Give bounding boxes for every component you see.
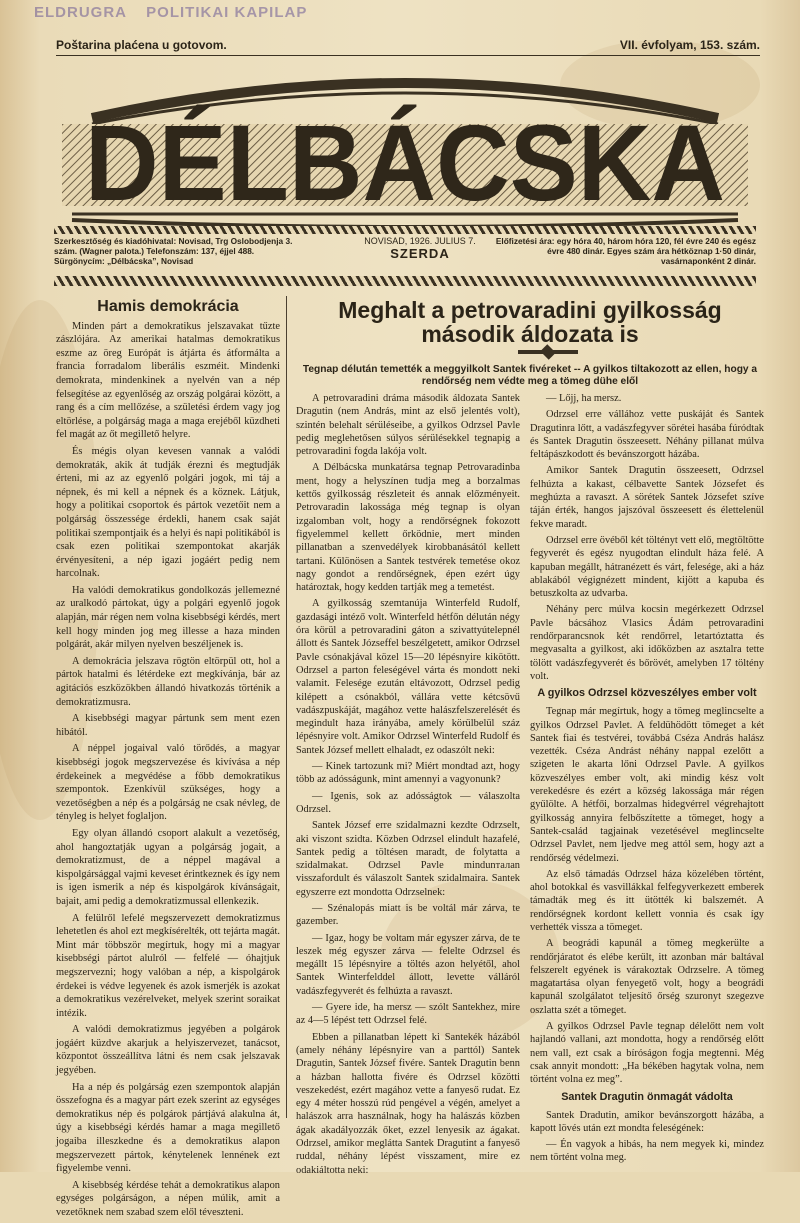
subhead-dangerous-man: A gyilkos Odrzsel közveszélyes ember volt [537,687,757,700]
main-paragraph: A gyilkos Odrzsel Pavle tegnap délelőtt nem volt hajlandó vallani, azt mondotta, hogy a rendőrség előtt nem vall, ezt csak a bíróságon fogja megtenni. Még csak annyit mondott: „Ha békében hagytak volna, nem történt volna ez meg”. [530,1021,764,1086]
left-paragraph: Minden párt a demokratikus jelszavakat tűzte zászlójára. Az amerikai hatalmas demokratikus eszme az öreg Európát is átjárta és átformálta a francia forradalom liberális eszméit. Mindenki demokrata, mindenkinek a nyelvén van a nép felsegítése az egyenlőség az ország polgárai között, a rang és a cím mellőzése, a születési érdem vagy jog eltörlése, a polgárság maga a maga erejéből küzdheti fel magát az őt megillető helyre. [56,320,280,441]
main-paragraph: Amikor Santek Dragutin összeesett, Odrzsel felhúzta a kakast, célbavette Santek Józsefet és meghúzta a ravaszt. A sörétek Santek Józsefet szíve táján érték, hangos jajszóval összeesett és élettelenül fekve maradt. [530,465,764,530]
main-paragraph: — Lőjj, ha mersz. [546,393,622,404]
headline-line-1: Meghalt a petrovaradini gyilkosság [338,297,722,323]
info-bar [54,236,756,272]
left-paragraph: A valódi demokratizmus jegyében a polgárok jogáért küzdve akarjuk a helyiszervezet, tanácsot, központot összeállítva látni és nem csak jelszavak jegyében. [56,1024,280,1077]
masthead-logo [52,58,758,228]
main-paragraph: Ebben a pillanatban lépett ki Santekék házából (amely néhány lépésnyire van a parttól) Santek Dragutin, Santek József fivére. Santek Dragutin benn a házban hallotta fivére és Odrzsel közötti veszekedést, ezért magához vette a fanyeső rudat. Ez egy 4 méter hosszú rúd pengével a végén, amelyet a halászok arra használnak, hogy ha halászás közben ágak akadályozzák őket, ezzel lenyesik az ágakat. Odrzsel, amikor meglátta Santek Dragutint a fanyeső ruddal, néhány lépést visszament, mire ez odakiáltotta neki: [296,1031,520,1176]
main-paragraph: Odrzsel erre övéből két töltényt vett elő, megtöltötte fegyverét és egész nyugodtan elindult háza felé. A kapuban megállt, hátranézett és várt, felesége, aki a ház ablakából végignézett mindent, kijött a kapuba és betuszkolta az udvarba. [530,534,764,600]
left-paragraph: Ha a nép és polgárság ezen szempontok alapján összefogna és a magyar párt ezek szerint az egységes demokratikus nép és polgárok pártjává alakulna át, úgy a kisebbségi kérdés hamar a maga megillető jogaiba illeszkedne és a demokratikus alapon megszervezett pártok, kénytelenek lennének ezt figyelembe venni. [56,1081,280,1175]
issue-date-block [350,236,490,259]
main-paragraph: — Igaz, hogy be voltam már egyszer zárva, de te leszek még egyszer zárva — felelte Odrzsel és megállt 15 lépésnyire a töltés azon helyétől, ahol Santek Winterfelddel állott, levette válláról vadászfegyverét és felhúzta a ravaszt. [296,932,520,997]
headline-ornament [518,350,578,354]
stamp-line-2: POLITIKAI KAPILAP [146,4,308,21]
stamp-line-1: ELDRUGRA [34,4,127,21]
left-paragraph: A kisebbségi magyar pártunk sem ment ezen hibától. [56,713,280,738]
main-paragraph: Az első támadás Odrzsel háza közelében történt, ahol botokkal és vasvillákkal felfegyverkezett emberek támadták meg és itt ütötték ki balszemét. A rendőrségnek kordont kellett vonnia és csak így verhették vissza a tömeget. [530,868,764,933]
left-article [56,300,280,1223]
left-paragraph: A néppel jogaival való törődés, a magyar kisebbségi jogok megszervezése és kivívása a nép érdekeinek a megvédése a főbb demokratikus szempontok. Ezenkívül szükséges, hogy a vezetőségben a nép és a polgárság ne csak névleg, de tényleg is helyet foglaljon. [56,743,280,823]
headline-line-2: második áldozata is [421,321,639,347]
masthead-strip-top [54,226,756,234]
main-article-column-1 [296,392,520,1180]
main-paragraph: A beográdi kapunál a tömeg megkerülte a rendőrjáratot és elébe került, itt azonban már baltával felszerelt egyének is várakoztak Odrzselre. A tömeg magatartása olyan fenyegető volt, hogy a beográdi kapunál szolgálatot teljesítő őrség szuronyt szegezve oszlatta szét a tömeget. [530,938,764,1016]
left-paragraph: A demokrácia jelszava rögtön eltörpül ott, hol a pártok hatalmi és létérdeke ezt megkívánja, bár az agitációs eszközökben állandó hivatkozás történik a demokratizmusra. [56,655,280,708]
main-paragraph: — Én vagyok a hibás, ha nem megyek ki, mindez nem történt volna meg. [530,1139,764,1164]
left-article-title: Hamis demokrácia [97,298,239,315]
left-paragraph: A kisebbség kérdése tehát a demokratikus alapon egységes polgárságon, a népen múlik, amit a vezetőknek nem szabad szem elől téveszteni. [56,1179,280,1218]
subscription-info: Előfizetési ára: egy hóra 40, három hóra 120, fél évre 240 és egész évre 480 dinár. Egyes szám ára hétköznap 1·50 dinár, vasárnaponként 2 dinár. [495,236,756,266]
main-paragraph: Tegnap már megírtuk, hogy a tömeg meglincselte a gyilkos Odrzsel Pavlet. A feldühödött tömeget a két Santek fiai és testvérei, továbbá Cséza András halász vezették. Cséza Andrást néhány nappal ezelőtt a szigeten le akarta lőni Odrzsel Pavle. A gyilkos közveszélyes ember volt, aki mindig kész volt verekedésre és ezért a község lakossága már régen gyűlölte. A hétfői, borzalmas hidegvérrel végrehajtott gyilkosság annyira felbőszítette a tömeget, hogy a Santek-család tagjainak vezetésével meglincselte Odrzsel Pavlet, nem ljedve meg attól sem, hogy azt a rendőrség védelmezi. [530,706,764,864]
main-paragraph: Néhány perc múlva kocsin megérkezett Odrzsel Pavle bácsához Vlasics Ádám petrovaradini rendőrparancsnok két rendőrrel, letartóztatta és megvasalta a gyilkost, aki időközben az asztalra tette tölött vadászfegyverét és bőrövét, amelyben 17 töltény volt. [530,604,764,682]
main-paragraph: — Szénalopás miatt is be voltál már zárva, te gazember. [296,902,520,928]
main-paragraph: A gyilkosság szemtanúja Winterfeld Rudolf, gazdasági intéző volt. Winterfeld hétfőn délután négy óra körül a petrovaradini gáton a szivattyútelepnél állott és Santek Józseffel beszélgetett, amikor Odrzsel Pavle csónakjával közel 15—20 lépésnyire kikötött. Odrzsel a parton feleségével várta és mondott neki valamit. Felesége ezután eltávozott, Odrzsel pedig kilépett a csónakból, vállára vette kétcsövű vadászpuskáját, magához vette halászfelszerelését és megindult haza irányába, amely körülbelül száz lépésnyire volt. Amikor Odrzsel Winterfeld Rudolf és Santek József mellett elhaladt, ez odaszólt neki: [296,598,520,756]
subhead-self-blame: Santek Dragutin önmagát vádolta [561,1090,733,1103]
main-paragraph: A petrovaradini dráma második áldozata Santek Dragutin (nem András, mint az első jelentés volt), szintén belehalt sérüléseibe, a gyilkos Odrzsel Pavle pedig meglehetősen súlyos sérülésekkel tegnapig a petrovaradini fogda lakója volt. [296,393,520,458]
left-paragraph: Egy olyan állandó csoport alakult a vezetőség, ahol hangoztatják ugyan a polgárság jogait, a demokratizmust, de a néppel magával a kispolgársággal vajmi keveset érintkeznek és így nem is igen ismerik a nép és kispolgárok kívánságait, bajait, ami pedig a demokratizmussal ellenkezik. [56,827,280,907]
main-paragraph: Santek Dradutin, amikor bevánszorgott házába, a kapott lövés után ezt mondta feleségének: [530,1109,764,1134]
main-paragraph: Santek József erre szidalmazni kezdte Odrzselt, aki viszont szidta. Közben Odrzsel elindult hazafelé, Santek pedig a töltésen maradt, de folytatta a szidalmakat. Odrzsel Pavle mindunталan visszafordult és válaszolt Santek szidalmaira. Santek egyszerre ezt mondotta Odrzselnek: [296,820,520,898]
masthead [52,58,758,228]
main-paragraph: Odrzsel erre vállához vette puskáját és Santek Dragutinra lőtt, a vadászfegyver sörétei hasába fúródtak és Santek Dragutin összeesett. Néhány pillanat múlva feltápászkodott és bevánszorgott házába. [530,409,764,461]
main-headline [290,298,770,346]
main-paragraph: — Kinek tartozunk mi? Miért mondtad azt, hogy több az adósságunk, mint amennyi a vagyonunk? [296,761,520,786]
volume-number: VII. évfolyam, 153. szám. [619,38,760,52]
main-paragraph: — Gyere ide, ha mersz — szólt Santekhez, mire az 4—5 lépést tett Odrzsel felé. [296,1002,520,1027]
top-rule [56,55,760,56]
editorial-info: Szerkesztőség és kiadóhivatal: Novisad, Trg Oslobodjenja 3. szám. (Wagner palota.) Telefonszám: 137, éjjel 488. Sürgönycím: „Délbácska”, Novisad [54,236,293,266]
main-paragraph: A Délbácska munkatársa tegnap Petrovaradinba ment, hogy a helyszínen tudja meg a borzalmas kettős gyilkosság részleteit és annak előzményeit. Petrovaradin lakossága még tegnap is olyan izgalomban volt, hogy a rendőrségnek fokozott figyelemmel kellett őrködnie, mert minden pillanatban a szenvedélyek kirobbanásától kellett tartani. Különösen a Santek testvérek temetése okoz nagy gondot a rendőrségnek, épen ezért úgy határoztak, hogy kedden tartják meg a temetést. [296,462,520,594]
issue-day: SZERDA [390,246,450,261]
masthead-title: DÉLBÁCSKA [85,102,725,223]
masthead-strip-bottom [54,276,756,286]
library-stamp [34,4,321,21]
left-paragraph: Ha valódi demokratikus gondolkozás jellemezné az uralkodó pártokat, úgy a polgári egyenlő jogok alapján, már régen nem volna kisebbségi kérdés, mert kell hogy minden jog meg illesse a haza minden polgárát, akár milyen nyelven beszéljenek is. [56,584,280,651]
postage-note: Poštarina plaćena u gotovom. [56,38,227,52]
left-paragraph: És mégis olyan kevesen vannak a valódi demokraták, akik át tudják érezni és megtudják érteni, mi az az egyenlő polgári jogok, mi táj a népnek, és mi kell a népnek és a köznek. Látjuk, hogy a politikai csoportok és pártok vezetőit nem a polgárság összessége érdekli, hanem csak saját politikai szempontjaik és a helyi és napi politikából is csak ezen politikai szempontokat akarják érvényesíteni, a nép igazi jogáért pedig nem harcolnak. [56,445,280,580]
main-paragraph: — Igenis, sok az adósságtok — válaszolta Odrzsel. [296,790,520,815]
top-line [56,38,760,52]
column-divider [286,296,287,1118]
issue-date: NOVISAD, 1926. JULIUS 7. [364,236,476,246]
left-paragraph: A felülről lefelé megszervezett demokratizmus lehetetlen és ahol ezt megkísérelték, ott tejárta magát. Mint már többször megírtuk, hogy mi a magyar kisebbségi pártot alulról — felfelé — óhajtjuk megszervezni; hogy valóban a nép, a kispolgárok érdekei is védve legyenek és azok ismerjék is azokat a demokratikus vezérelveket, melyek szerint soraikat intézik. [56,912,280,1019]
main-article-column-2 [530,392,764,1168]
headline-deck: Tegnap délután temették a meggyilkolt Santek fivéreket -- A gyilkos tiltakozott az ellen, hogy a rendőrség nem védte meg a tömeg dühe elől [302,364,758,387]
